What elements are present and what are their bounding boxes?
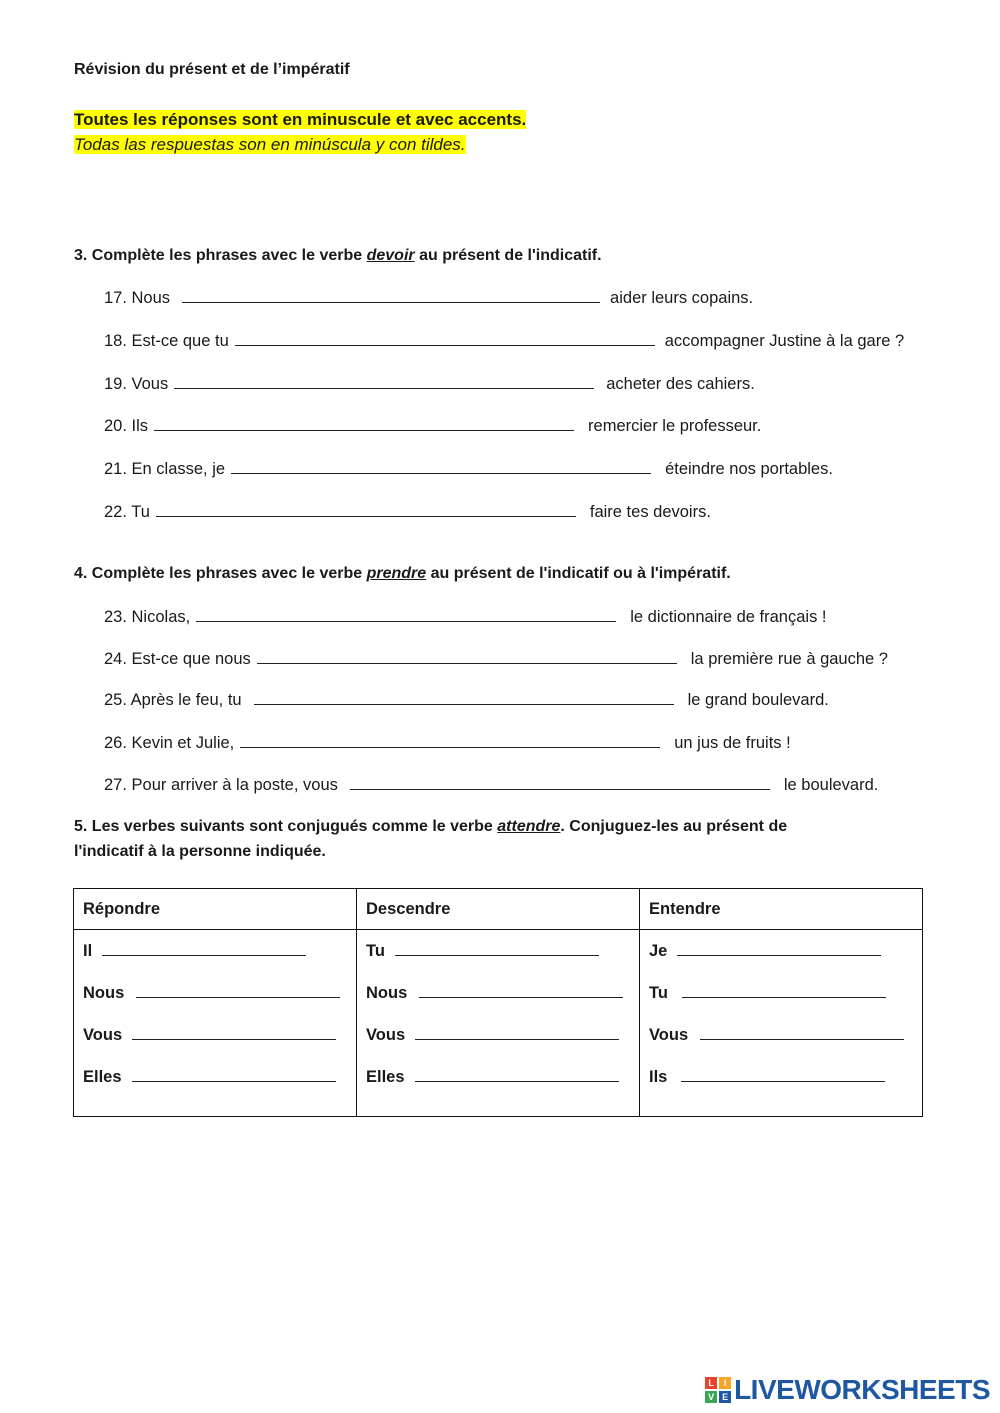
pronoun-label: Vous bbox=[83, 1026, 123, 1044]
exercise-suffix: accompagner Justine à la gare ? bbox=[664, 332, 905, 350]
section-5-post: . Conjuguez-les au présent de bbox=[560, 818, 788, 835]
answer-blank-18[interactable] bbox=[235, 331, 655, 346]
exercise-prefix: 21. En classe, je bbox=[104, 460, 226, 478]
pronoun-label: Elles bbox=[83, 1068, 122, 1086]
exercise-prefix: 25. Après le feu, tu bbox=[104, 691, 242, 709]
column-cell-repondre bbox=[74, 930, 357, 1117]
exercise-26 bbox=[104, 733, 791, 753]
answer-blank-21[interactable] bbox=[231, 459, 651, 474]
exercise-suffix: faire tes devoirs. bbox=[589, 503, 711, 521]
highlight-es: Todas las respuestas son en minúscula y con tildes. bbox=[74, 135, 466, 154]
conjugation-line bbox=[83, 972, 356, 1014]
logo-text: LIVEWORKSHEETS bbox=[734, 1374, 990, 1405]
section-4-pre: 4. Complète les phrases avec le verbe bbox=[74, 565, 367, 582]
exercise-suffix: éteindre nos portables. bbox=[665, 460, 833, 478]
exercise-suffix: le boulevard. bbox=[783, 776, 879, 794]
exercise-20 bbox=[104, 416, 761, 436]
answer-blank-20[interactable] bbox=[154, 416, 574, 431]
pronoun-label: Elles bbox=[366, 1068, 405, 1086]
section-4-post: au présent de l'indicatif ou à l'impératif. bbox=[426, 565, 731, 582]
section-4-verb: prendre bbox=[366, 565, 427, 582]
column-cell-descendre bbox=[357, 930, 640, 1117]
section-5-pre: 5. Les verbes suivants sont conjugués comme le verbe bbox=[74, 818, 498, 835]
table-row bbox=[74, 930, 923, 1117]
exercise-prefix: 20. Ils bbox=[104, 417, 149, 435]
answer-blank-entendre-ils[interactable] bbox=[681, 1067, 885, 1082]
column-header-entendre: Entendre bbox=[640, 889, 923, 930]
section-3-verb: devoir bbox=[366, 247, 415, 264]
exercise-23 bbox=[104, 607, 827, 627]
conjugation-line bbox=[649, 930, 922, 972]
liveworksheets-logo bbox=[705, 1374, 990, 1406]
exercise-prefix: 19. Vous bbox=[104, 375, 169, 393]
conjugation-line bbox=[83, 1014, 356, 1056]
answer-blank-repondre-vous[interactable] bbox=[132, 1025, 336, 1040]
exercise-prefix: 26. Kevin et Julie, bbox=[104, 734, 235, 752]
exercise-25 bbox=[104, 690, 829, 710]
exercise-suffix: remercier le professeur. bbox=[588, 417, 762, 435]
conjugation-table bbox=[73, 888, 923, 1117]
answer-blank-descendre-elles[interactable] bbox=[415, 1067, 619, 1082]
exercise-prefix: 18. Est-ce que tu bbox=[104, 332, 229, 350]
liveworksheets-logo-icon bbox=[705, 1377, 731, 1403]
answer-blank-entendre-vous[interactable] bbox=[700, 1025, 904, 1040]
answer-blank-repondre-elles[interactable] bbox=[132, 1067, 336, 1082]
section-5-verb: attendre bbox=[497, 818, 561, 835]
section-3-post: au présent de l'indicatif. bbox=[414, 247, 602, 264]
answer-blank-descendre-vous[interactable] bbox=[415, 1025, 619, 1040]
pronoun-label: Nous bbox=[83, 984, 125, 1002]
conjugation-line bbox=[366, 972, 639, 1014]
instruction-note-es bbox=[74, 135, 466, 155]
conjugation-line bbox=[649, 1014, 922, 1056]
exercise-prefix: 17. Nous bbox=[104, 289, 171, 307]
exercise-suffix: acheter des cahiers. bbox=[606, 375, 755, 393]
answer-blank-23[interactable] bbox=[196, 607, 616, 622]
pronoun-label: Vous bbox=[366, 1026, 406, 1044]
conjugation-line bbox=[366, 930, 639, 972]
answer-blank-24[interactable] bbox=[257, 649, 677, 664]
conjugation-line bbox=[83, 930, 356, 972]
exercise-19 bbox=[104, 374, 755, 394]
column-header-repondre: Répondre bbox=[74, 889, 357, 930]
exercise-suffix: le grand boulevard. bbox=[687, 691, 829, 709]
conjugation-line bbox=[83, 1056, 356, 1098]
section-3-heading bbox=[74, 247, 602, 265]
pronoun-label: Je bbox=[649, 942, 668, 960]
conjugation-line bbox=[366, 1056, 639, 1098]
answer-blank-26[interactable] bbox=[240, 733, 660, 748]
answer-blank-entendre-tu[interactable] bbox=[682, 983, 886, 998]
answer-blank-repondre-il[interactable] bbox=[102, 941, 306, 956]
answer-blank-19[interactable] bbox=[174, 374, 594, 389]
exercise-18 bbox=[104, 331, 904, 351]
answer-blank-22[interactable] bbox=[156, 502, 576, 517]
conjugation-line bbox=[649, 1056, 922, 1098]
exercise-prefix: 22. Tu bbox=[104, 503, 150, 521]
exercise-prefix: 27. Pour arriver à la poste, vous bbox=[104, 776, 338, 794]
exercise-suffix: la première rue à gauche ? bbox=[690, 650, 888, 668]
page-title: Révision du présent et de l’impératif bbox=[74, 61, 350, 78]
exercise-22 bbox=[104, 502, 711, 522]
pronoun-label: Tu bbox=[649, 984, 668, 1002]
answer-blank-entendre-je[interactable] bbox=[677, 941, 881, 956]
exercise-prefix: 23. Nicolas, bbox=[104, 608, 191, 626]
conjugation-line bbox=[366, 1014, 639, 1056]
section-5-heading-line2: l'indicatif à la personne indiquée. bbox=[74, 843, 326, 860]
answer-blank-25[interactable] bbox=[254, 690, 674, 705]
column-header-descendre: Descendre bbox=[357, 889, 640, 930]
exercise-suffix: un jus de fruits ! bbox=[674, 734, 791, 752]
answer-blank-descendre-tu[interactable] bbox=[395, 941, 599, 956]
pronoun-label: Ils bbox=[649, 1068, 668, 1086]
exercise-27 bbox=[104, 775, 878, 795]
instruction-note-fr bbox=[74, 110, 526, 130]
answer-blank-descendre-nous[interactable] bbox=[419, 983, 623, 998]
exercise-24 bbox=[104, 649, 888, 669]
logo-letter-v: V bbox=[705, 1391, 717, 1403]
answer-blank-27[interactable] bbox=[350, 775, 770, 790]
table-header-row bbox=[74, 889, 923, 930]
exercise-suffix: le dictionnaire de français ! bbox=[630, 608, 827, 626]
exercise-21 bbox=[104, 459, 833, 479]
logo-letter-l: L bbox=[705, 1377, 717, 1389]
highlight-fr: Toutes les réponses sont en minuscule et avec accents. bbox=[74, 110, 527, 129]
exercise-suffix: aider leurs copains. bbox=[610, 289, 754, 307]
pronoun-label: Tu bbox=[366, 942, 385, 960]
column-cell-entendre bbox=[640, 930, 923, 1117]
conjugation-line bbox=[649, 972, 922, 1014]
exercise-prefix: 24. Est-ce que nous bbox=[104, 650, 251, 668]
section-5-heading bbox=[74, 818, 787, 836]
section-3-pre: 3. Complète les phrases avec le verbe bbox=[74, 247, 367, 264]
pronoun-label: Nous bbox=[366, 984, 408, 1002]
answer-blank-repondre-nous[interactable] bbox=[136, 983, 340, 998]
pronoun-label: Il bbox=[83, 942, 93, 960]
section-4-heading bbox=[74, 565, 731, 583]
logo-letter-i: I bbox=[719, 1377, 731, 1389]
exercise-17 bbox=[104, 288, 753, 308]
answer-blank-17[interactable] bbox=[182, 288, 600, 303]
logo-letter-e: E bbox=[719, 1391, 731, 1403]
pronoun-label: Vous bbox=[649, 1026, 689, 1044]
